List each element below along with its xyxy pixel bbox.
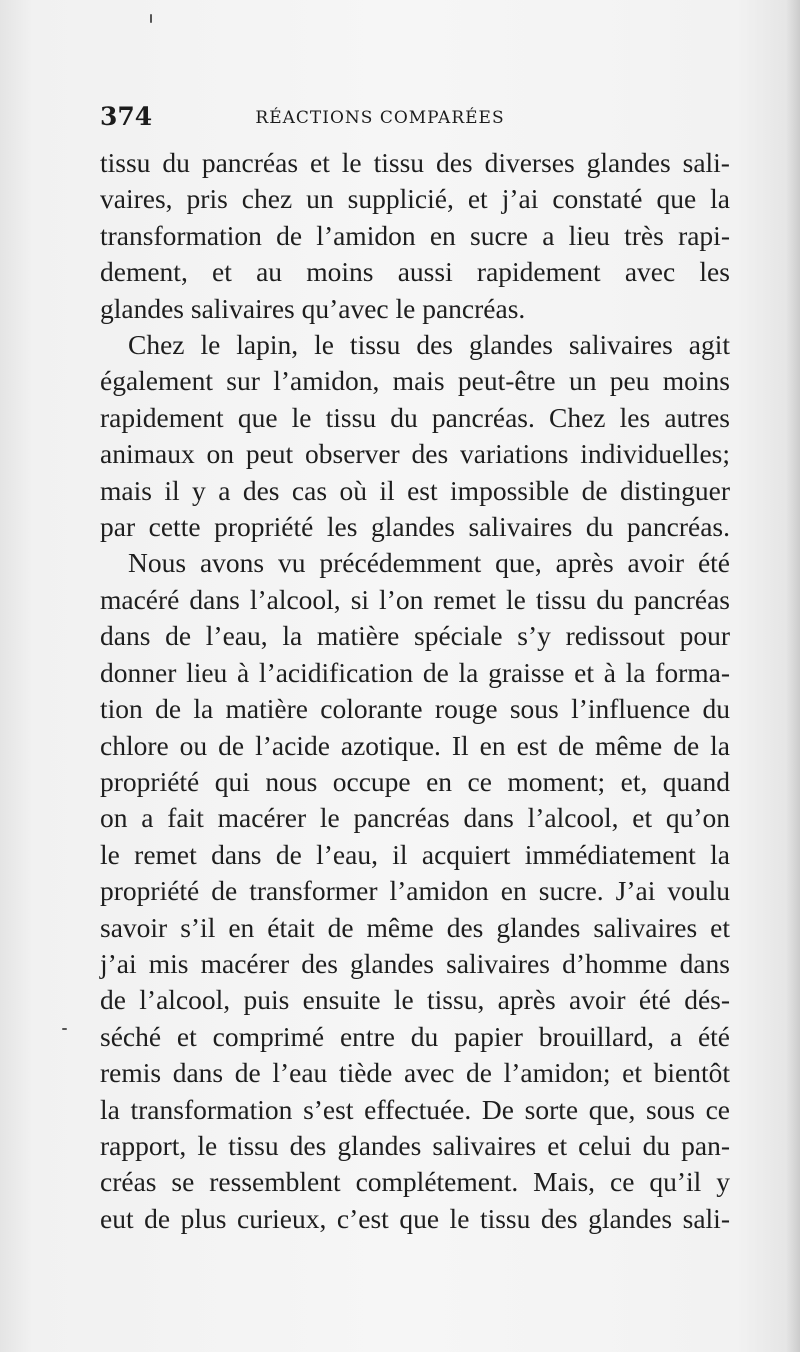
text-line: le remet dans de l’eau, il acquiert immédiatement la [100,838,730,870]
text-line: rapport, le tissu des glandes salivaires et celui du pan- [100,1129,730,1161]
text-line: Chez le lapin, le tissu des glandes salivaires agit [128,329,730,361]
text-line: macéré dans l’alcool, si l’on remet le tissu du pancréas [100,583,730,615]
paragraph-3 [100,545,730,1237]
text-line: eut de plus curieux, c’est que le tissu des glandes sali- [100,1202,730,1234]
text-line: par cette propriété les glandes salivaires du pancréas. [100,511,730,543]
text-line: vaires, pris chez un supplicié, et j’ai constaté que la [100,183,731,215]
text-line: remis dans de l’eau tiède avec de l’amidon; et bientôt [100,1057,730,1089]
text-line: donner lieu à l’acidification de la graisse et à la forma- [100,656,730,688]
text-line: séché et comprimé entre du papier brouillard, a été [100,1020,730,1052]
paragraph-1 [100,145,730,327]
running-head: RÉACTIONS COMPARÉES [255,108,505,128]
body-text [100,145,730,1237]
paragraph-2 [100,327,730,545]
text-line: tissu du pancréas et le tissu des diverses glandes sali- [100,147,730,178]
text-line: dans de l’eau, la matière spéciale s’y redissout pour [100,620,731,652]
page-header [100,102,730,142]
text-line: de l’alcool, puis ensuite le tissu, après avoir été dés- [100,984,731,1016]
text-line: Nous avons vu précédemment que, après avoir été [128,547,730,579]
text-line: mais il y a des cas où il est impossible de distinguer [100,474,730,506]
text-line: dement, et au moins aussi rapidement avec les [100,256,730,288]
text-line: tion de la matière colorante rouge sous l’influence du [100,693,730,725]
text-line: propriété qui nous occupe en ce moment; et, quand [100,765,730,797]
text-line: rapidement que le tissu du pancréas. Chez les autres [100,401,730,433]
text-line: j’ai mis macérer des glandes salivaires d’homme dans [100,947,730,979]
text-line: chlore ou de l’acide azotique. Il en est de même de la [100,729,730,761]
text-line: propriété de transformer l’amidon en sucre. J’ai voulu [100,875,731,907]
text-line: animaux on peut observer des variations individuelles; [100,438,730,470]
text-line: on a fait macérer le pancréas dans l’alcool, et qu’on [100,802,730,834]
text-line: transformation de l’amidon en sucre a lieu très rapi- [100,219,730,251]
page-number: 374 [100,102,153,131]
text-line: créas se ressemblent complétement. Mais, ce qu’il y [100,1166,730,1198]
text-line: glandes salivaires qu’avec le pancréas. [100,292,526,324]
text-line: la transformation s’est effectuée. De sorte que, sous ce [100,1093,731,1125]
ink-speck [150,14,152,23]
text-line: savoir s’il en était de même des glandes salivaires et [100,911,731,943]
text-line: également sur l’amidon, mais peut-être un peu moins [100,365,730,397]
ink-speck [62,1028,67,1030]
